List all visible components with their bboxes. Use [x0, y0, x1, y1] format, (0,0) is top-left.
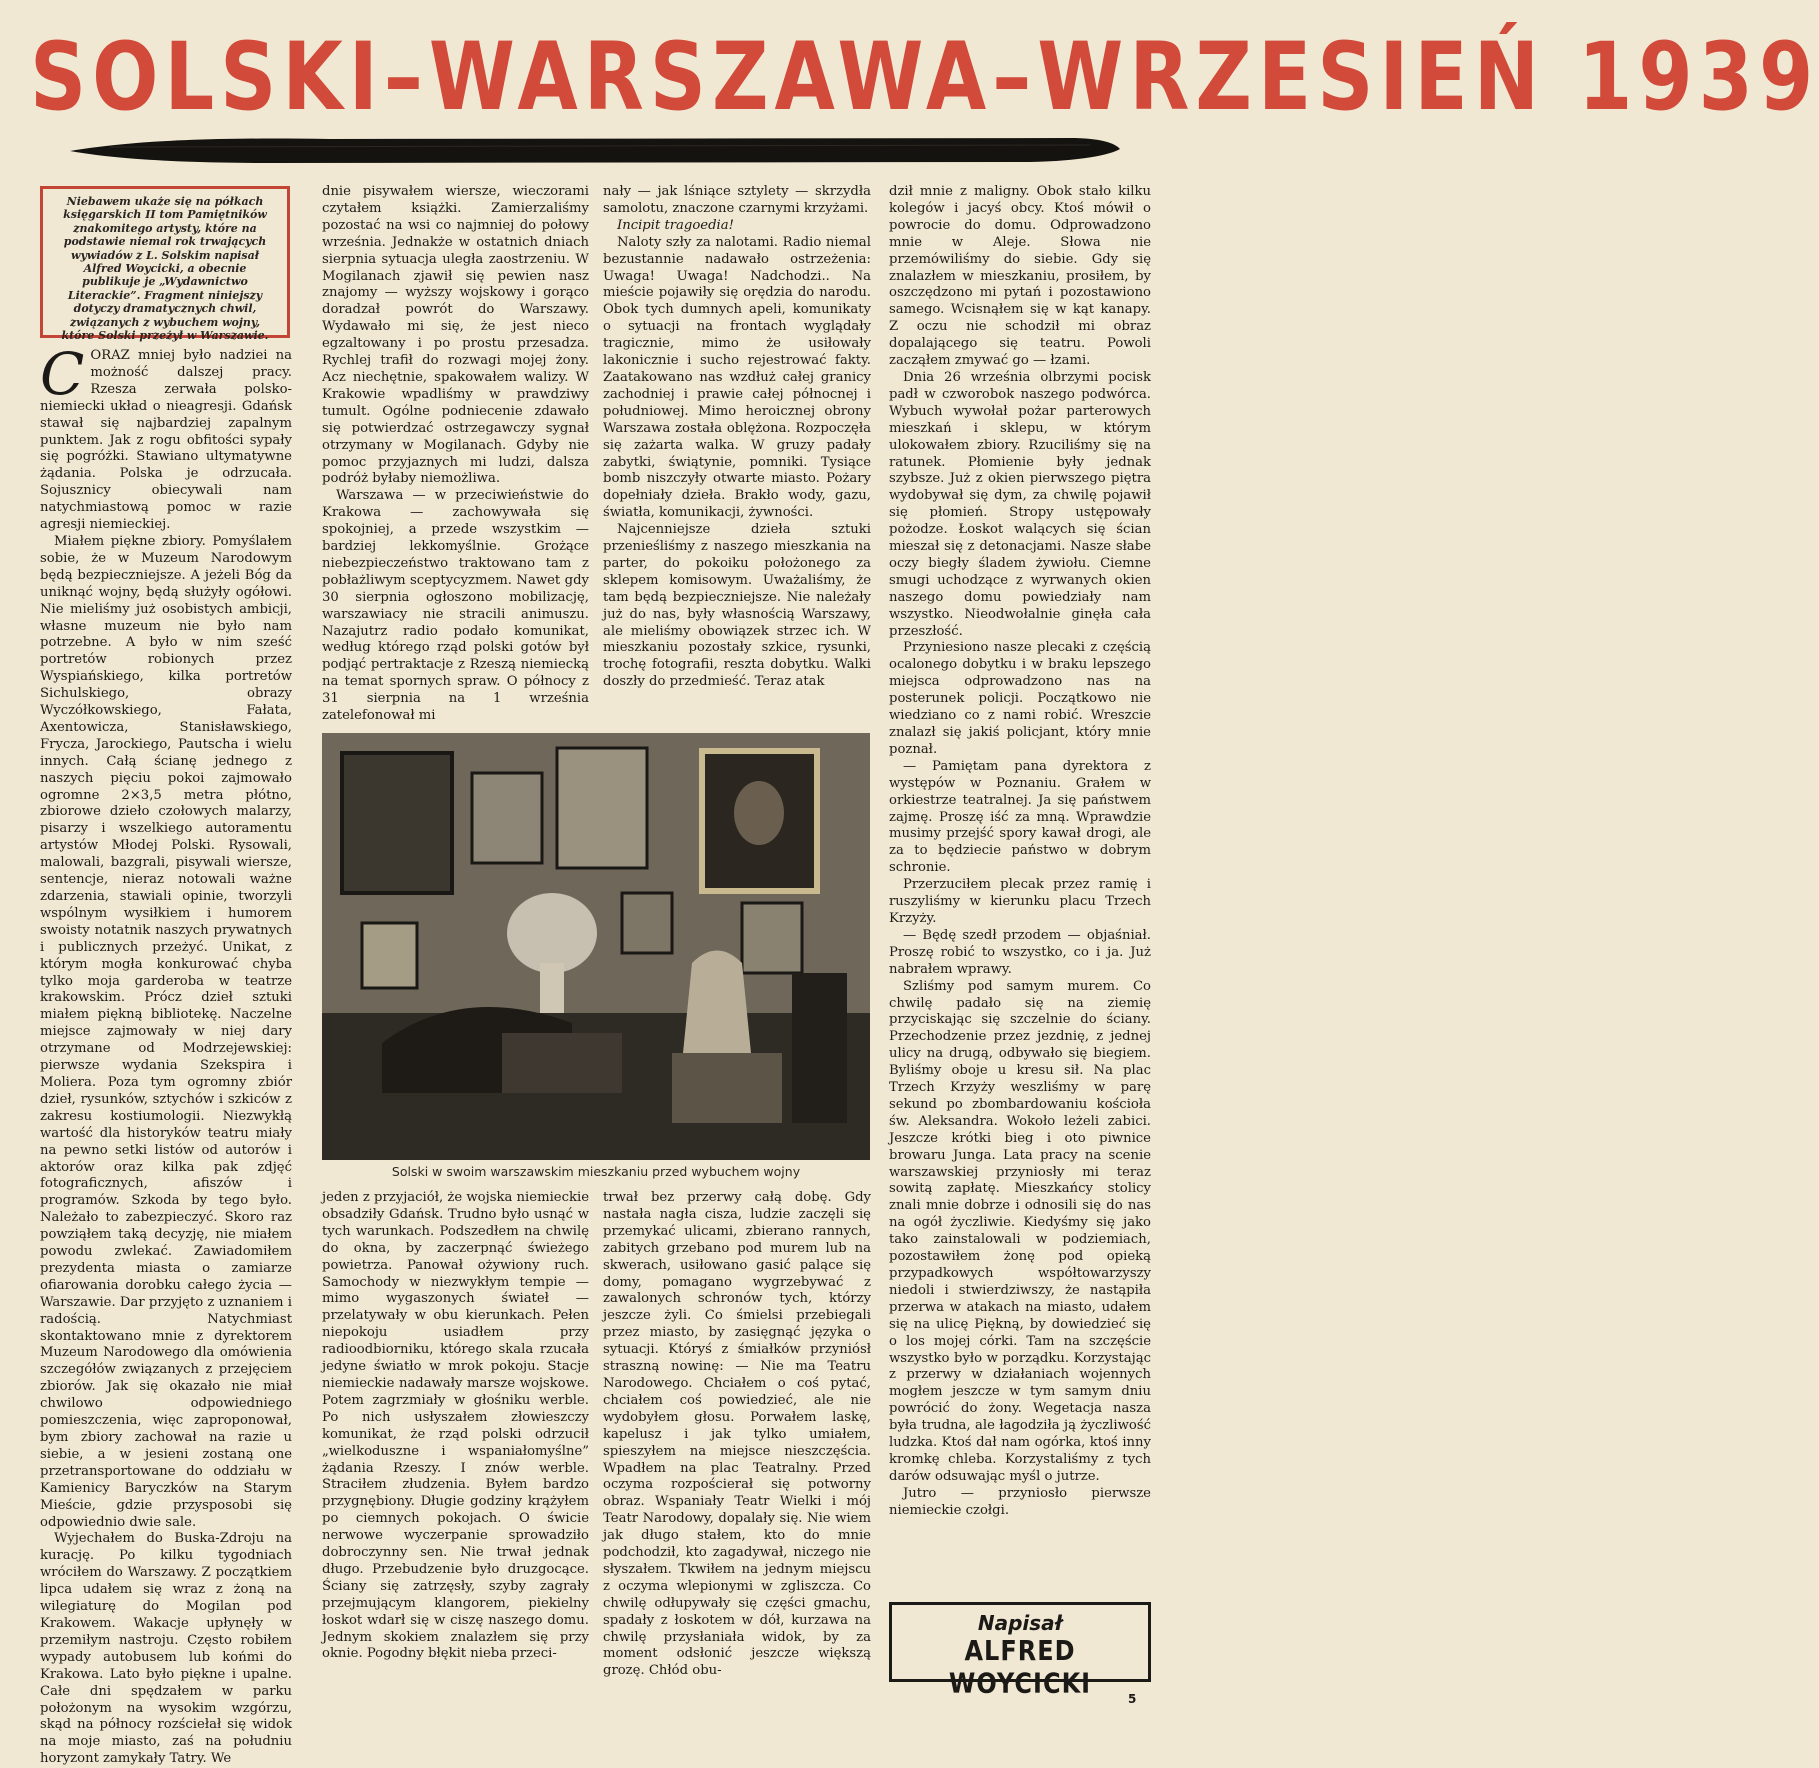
column-3-top: [603, 184, 871, 727]
headline: SOLSKI–WARSZAWA–WRZESIEŃ 1939: [30, 23, 1819, 132]
paragraph: Szliśmy pod samym murem. Co chwilę padało się na ziemię przyciskając się szczelnie do ściany. Przechodzenie przez jezdnię, z jednej ulicy na drugą, odbywało się biegiem. Byliśmy oboje u kresu sił. Na plac Trzech Krzyży weszliśmy w parę sekund po zbombardowaniu kościoła św. Aleksandra. Wokoło leżeli zabici. Jeszcze krótki bieg i oto piwnice browaru Junga. Lata pracy na scenie warszawskiej przyniosły mi teraz sowitą zapłatę. Mieszkańcy stolicy znali mnie dobrze i odnosili się do nas na ogół życzliwie. Kiedyśmy się jako tako zainstalowali w podziemiach, pozostawiłem żonę pod opieką przypadkowych współtowarzyszy niedoli i stwierdziwszy, że nastąpiła przerwa w atakach na miasto, udałem się na ulicę Piękną, by dowiedzieć się o los mojej córki. Tam na szczęście wszystko było w porządku. Korzystając z przerwy w działaniach wojennych mogłem jeszcze w tym samym dniu powrócić do żony. Wegetacja nasza była trudna, ale łagodziła ją życzliwość ludzka. Ktoś dał nam ogórka, ktoś inny kromkę chleba. Korzystaliśmy z tych darów odsuwając myśl o jutrze.: [889, 978, 1151, 1484]
author-signature-box: [889, 1602, 1151, 1700]
photo-solski-apartment: [322, 733, 870, 1160]
column-3-bottom: [603, 1190, 871, 1690]
column-1: [40, 340, 292, 1767]
paragraph: dził mnie z maligny. Obok stało kilku kolegów i jacyś obcy. Ktoś mówił o powrocie do domu. Odprowadzono mnie w Aleje. Słowa nie przemówiliśmy do siebie. Gdy się znalazłem w mieszkaniu, prosiłem, by oszczędzono mi pytań i pozostawiono samego. Wcisnąłem się w kąt kanapy. Z oczu nie schodził mi obraz dopalającego się teatru. Powoli zacząłem zmywać go — łzami.: [889, 184, 1151, 369]
paragraph: jeden z przyjaciół, że wojska niemieckie obsadziły Gdańsk. Trudno było usnąć w tych warunkach. Podszedłem na chwilę do okna, by zaczerpnąć świeżego powietrza. Panował ożywiony ruch. Samochody w niezwykłym tempie — mimo wygaszonych świateł — przelatywały w obu kierunkach. Pełen niepokoju usiadłem przy radioodbiorniku, którego skala rzucała jedyne światło w mrok pokoju. Stacje niemieckie nadawały marsze wojskowe. Potem zagrzmiały w głośniku werble. Po nich usłyszałem złowieszczy komunikat, że rząd polski odrzucił „wielkoduszne i wspaniałomyślne” żądania Rzeszy. I znów werble. Straciłem złudzenia. Byłem bardzo przygnębiony. Długie godziny krążyłem po ciemnych pokojach. O świcie nerwowe wyczerpanie sprowadziło dobroczynny sen. Nie trwał jednak długo. Przebudzenie było druzgocące. Ściany się zatrzęsły, szyby zagrały przejmującym klangorem, piekielny łoskot wdarł się w ciszę naszego domu. Jednym skokiem znalazłem się przy oknie. Pogodny błękit nieba przeci-: [322, 1190, 589, 1662]
paragraph: Przerzuciłem plecak przez ramię i ruszyliśmy w kierunku placu Trzech Krzyży.: [889, 877, 1151, 926]
drop-cap: C: [40, 340, 85, 408]
paragraph: — Pamiętam pana dyrektora z występów w Poznaniu. Grałem w orkiestrze teatralnej. Ja się państwem zajmę. Proszę iść za mną. Wprawdzie musimy przejść spory kawał drogi, ale za to będziecie państwo w dobrym schronie.: [889, 758, 1151, 876]
column-2-top: [322, 184, 589, 727]
brush-stroke-divider: [70, 135, 1120, 165]
paragraph: Naloty szły za nalotami. Radio niemal bezustannie nadawało ostrzeżenia: Uwaga! Uwaga! Nadchodzi.. Na mieście pojawiły się orędzia do narodu. Obok tych dumnych apeli, komunikaty o sytuacji na frontach wyglądały tragicznie, mimo że usiłowały lakonicznie i sucho rejestrować fakty. Zaatakowano nas wzdłuż całej granicy zachodniej i prawie całej północnej i południowej. Mimo heroicznej obrony Warszawa została oblężona. Rozpoczęła się zażarta walka. W gruzy padały zabytki, świątynie, pomniki. Tysiące bomb niszczyły otwarte miasto. Pożary dopełniały dzieła. Brakło wody, gazu, światła, komunikacji, żywności.: [603, 234, 871, 521]
paragraph: CORAZ mniej było nadziei na możność dalszej pracy. Rzesza zerwała polsko-niemiecki układ o nieagresji. Gdańsk stawał się najbardziej zapalnym punktem. Jak z rogu obfitości sypały się pogróżki. Stawiano ultymatywne żądania. Polska je odrzucała. Sojusznicy obiecywali nam natychmiastową pomoc w razie agresji niemieckiej.: [40, 340, 292, 533]
column-4: [889, 184, 1151, 1594]
paragraph: Jutro — przyniosło pierwsze niemieckie czołgi.: [889, 1485, 1151, 1518]
paragraph: Incipit tragoedia!: [617, 217, 734, 233]
paragraph: Warszawa — w przeciwieństwie do Krakowa — zachowywała się spokojniej, a przede wszystkim — bardziej lekkomyślnie. Grożące niebezpieczeństwo traktowano tam z pobłażliwym sceptycyzmem. Nawet gdy 30 sierpnia ogłoszono mobilizację, warszawiacy nie stracili animuszu. Nazajutrz radio podało komunikat, według którego rząd polski gotów był podjąć pertraktacje z Rzeszą niemiecką na temat spornych spraw. O północy z 31 sierpnia na 1 września zatelefonował mi: [322, 488, 589, 724]
paragraph: Miałem piękne zbiory. Pomyślałem sobie, że w Muzeum Narodowym będą bezpieczniejsze. A jeżeli Bóg da uniknąć wojny, będą służyły ogółowi. Nie mieliśmy już osobistych ambicji, własne muzeum nie było nam potrzebne. A było w nim sześć portretów robionych przez Wyspiańskiego, kilka portretów Sichulskiego, obrazy Wyczółkowskiego, Fałata, Axentowicza, Stanisławskiego, Frycza, Jarockiego, Pautscha i wielu innych. Całą ścianę jednego z naszych pięciu pokoi zajmowało ogromne 2×3,5 metra płótno, zbiorowe dzieło czołowych malarzy, pisarzy i wszelkiego autoramentu artystów Młodej Polski. Rysowali, malowali, bazgrali, pisywali wiersze, sentencje, nieraz notowali ważne zdarzenia, stawiali opinie, tworzyli wspólnym wysiłkiem i humorem swoisty notatnik naszych prywatnych i publicznych przeżyć. Unikat, z którym mogła konkurować chyba tylko moja garderoba w teatrze krakowskim. Prócz dzieł sztuki miałem piękną bibliotekę. Naczelne miejsce zajmowały w niej dary otrzymane od Modrzejewskiej: pierwsze wydania Szekspira i Moliera. Poza tym ogromny zbiór dzieł, rysunków, sztychów i szkiców z zakresu kostiumologii. Niezwykłą wartość dla historyków teatru miały na pewno setki listów od autorów i aktorów oraz kilka pak zdjęć fotograficznych, afiszów i programów. Szkoda by tego było. Należało to zabezpieczyć. Skoro raz powziąłem taką decyzję, nie miałem powodu zwlekać. Zawiadomiłem prezydenta miasta o zamiarze ofiarowania dorobku całego życia — Warszawie. Dar przyjęto z uznaniem i radością. Natychmiast skontaktowano mnie z dyrektorem Muzeum Narodowego dla omówienia szczegółów związanych z przejęciem zbiorów. Jak się okazało nie miał chwilowo odpowiedniego pomieszczenia, więc zaproponował, bym zbiory zachował na razie u siebie, a w jesieni zostaną one przetransportowane do oddziału w Kamienicy Baryczków na Starym Mieście, gdzie przysposobi się odpowiednio dwie sale.: [40, 533, 292, 1530]
paragraph: nały — jak lśniące sztylety — skrzydła samolotu, znaczone czarnymi krzyżami.: [603, 184, 871, 216]
paragraph: Najcenniejsze dzieła sztuki przenieśliśmy z naszego mieszkania na parter, do pokoiku położonego za sklepem komisowym. Uważaliśmy, że tam będą bezpieczniejsze. Nie należały już do nas, były własnością Warszawy, ale mieliśmy obowiązek strzec ich. W mieszkaniu pozostały szkice, rysunki, trochę fotografii, reszta dobytku. Walki doszły do przedmieść. Teraz atak: [603, 522, 871, 690]
paragraph: Wyjechałem do Buska-Zdroju na kurację. Po kilku tygodniach wróciłem do Warszawy. Z początkiem lipca udałem się wraz z żoną na wilegiaturę do Mogilan pod Krakowem. Wakacje upłynęły w przemiłym nastroju. Często robiłem wypady autobusem lub końmi do Krakowa. Lato było piękne i upalne. Całe dni spędzałem w parku położonym na wysokim wzgórzu, skąd na północy rozściełał się widok na moje miasto, zaś na południu horyzont zamykały Tatry. We: [40, 1531, 292, 1767]
paragraph: Przyniesiono nasze plecaki z częścią ocalonego dobytku i w braku lepszego miejsca odprowadzono nas na posterunek policji. Początkowo nie wiedziano co z nami robić. Wreszcie znalazł się jakiś policjant, który mnie poznał.: [889, 640, 1151, 757]
paragraph: dnie pisywałem wiersze, wieczorami czytałem książki. Zamierzaliśmy pozostać na wsi co najmniej do połowy września. Jednakże w ostatnich dniach sierpnia sytuacja uległa zaostrzeniu. W Mogilanach zjawił się pewien nasz znajomy — wyższy wojskowy i gorąco doradzał powrót do Warszawy. Wydawało mi się, że jest nieco egzaltowany i po prostu przesadza. Rychlej trafił do rozwagi mojej żony. Acz niechętnie, spakowałem walizy. W Krakowie wpadliśmy w prawdziwy tumult. Ogólne podniecenie zdawało się potwierdzać ostrzegawczy sygnał otrzymany w Mogilanach. Gdyby nie pomoc przyjaznych mi ludzi, dalsza podróż byłaby niemożliwa.: [322, 184, 589, 487]
intro-box: Niebawem ukaże się na półkach księgarskich II tom Pamiętników znakomitego artysty, które na podstawie niemal rok trwających wywiadów z L. Solskim napisał Alfred Woycicki, a obecnie publikuje je „Wydawnictwo Literackie”. Fragment niniejszy dotyczy dramatycznych chwil, związanych z wybuchem wojny, które Solski przeżył w Warszawie.: [40, 186, 290, 338]
photo-caption: Solski w swoim warszawskim mieszkaniu przed wybuchem wojny: [391, 1164, 801, 1179]
paragraph: Dnia 26 września olbrzymi pocisk padł w czworobok naszego podwórca. Wybuch wywołał pożar parterowych mieszkań i sklepu, w którym ulokowałem zbiory. Rzuciliśmy się na ratunek. Płomienie były jednak szybsze. Już z okien pierwszego piętra wydobywał się dym, za chwilę pojawił się płomień. Stropy ustępowały pożodze. Łoskot walących się ścian mieszał się z detonacjami. Nasze słabe oczy biegły śladem żywiołu. Ciemne smugi uchodzące z wyrwanych okien naszego domu powiedziały nam wszystko. Nieodwołalnie ginęła cała przeszłość.: [889, 369, 1151, 639]
paragraph: — Będę szedł przodem — objaśniał. Proszę robić to wszystko, co i ja. Już nabrałem wprawy.: [889, 927, 1151, 977]
signature-label: Napisał: [977, 1611, 1063, 1635]
paragraph: trwał bez przerwy całą dobę. Gdy nastała nagła cisza, ludzie zaczęli się przemykać ulicami, zbierano rannych, zabitych grzebano pod murem lub na skwerach, usiłowano gasić palące się domy, pomagano wygrzebywać z zawalonych schronów tych, którzy jeszcze żyli. Co śmielsi przebiegali przez miasto, by zasięgnąć języka o sytuacji. Któryś z śmiałków przyniósł straszną nowinę: — Nie ma Teatru Narodowego. Chciałem o coś pytać, chciałem coś powiedzieć, ale nie wydobyłem głosu. Porwałem laskę, kapelusz i jak tylko umiałem, spieszyłem na miejsce nieszczęścia. Wpadłem na plac Teatralny. Przed oczyma rozpościerał się potworny obraz. Wspaniały Teatr Wielki i mój Teatr Narodowy, dopalały się. Nie wiem jak długo stałem, kto do mnie podchodził, kto zagadywał, niczego nie słyszałem. Tkwiłem na jednym miejscu z oczyma wlepionymi w zgliszcza. Co chwilę odłupywały się części gmachu, spadały z łoskotem w dół, kurzawa na chwilę przysłaniała widok, by za moment odsłonić jeszcze większą grozę. Chłód obu-: [603, 1190, 871, 1679]
column-2-bottom: [322, 1190, 589, 1690]
author-name: ALFRED WOYCICKI: [948, 1634, 1092, 1700]
page-number: 5: [1128, 1692, 1137, 1706]
